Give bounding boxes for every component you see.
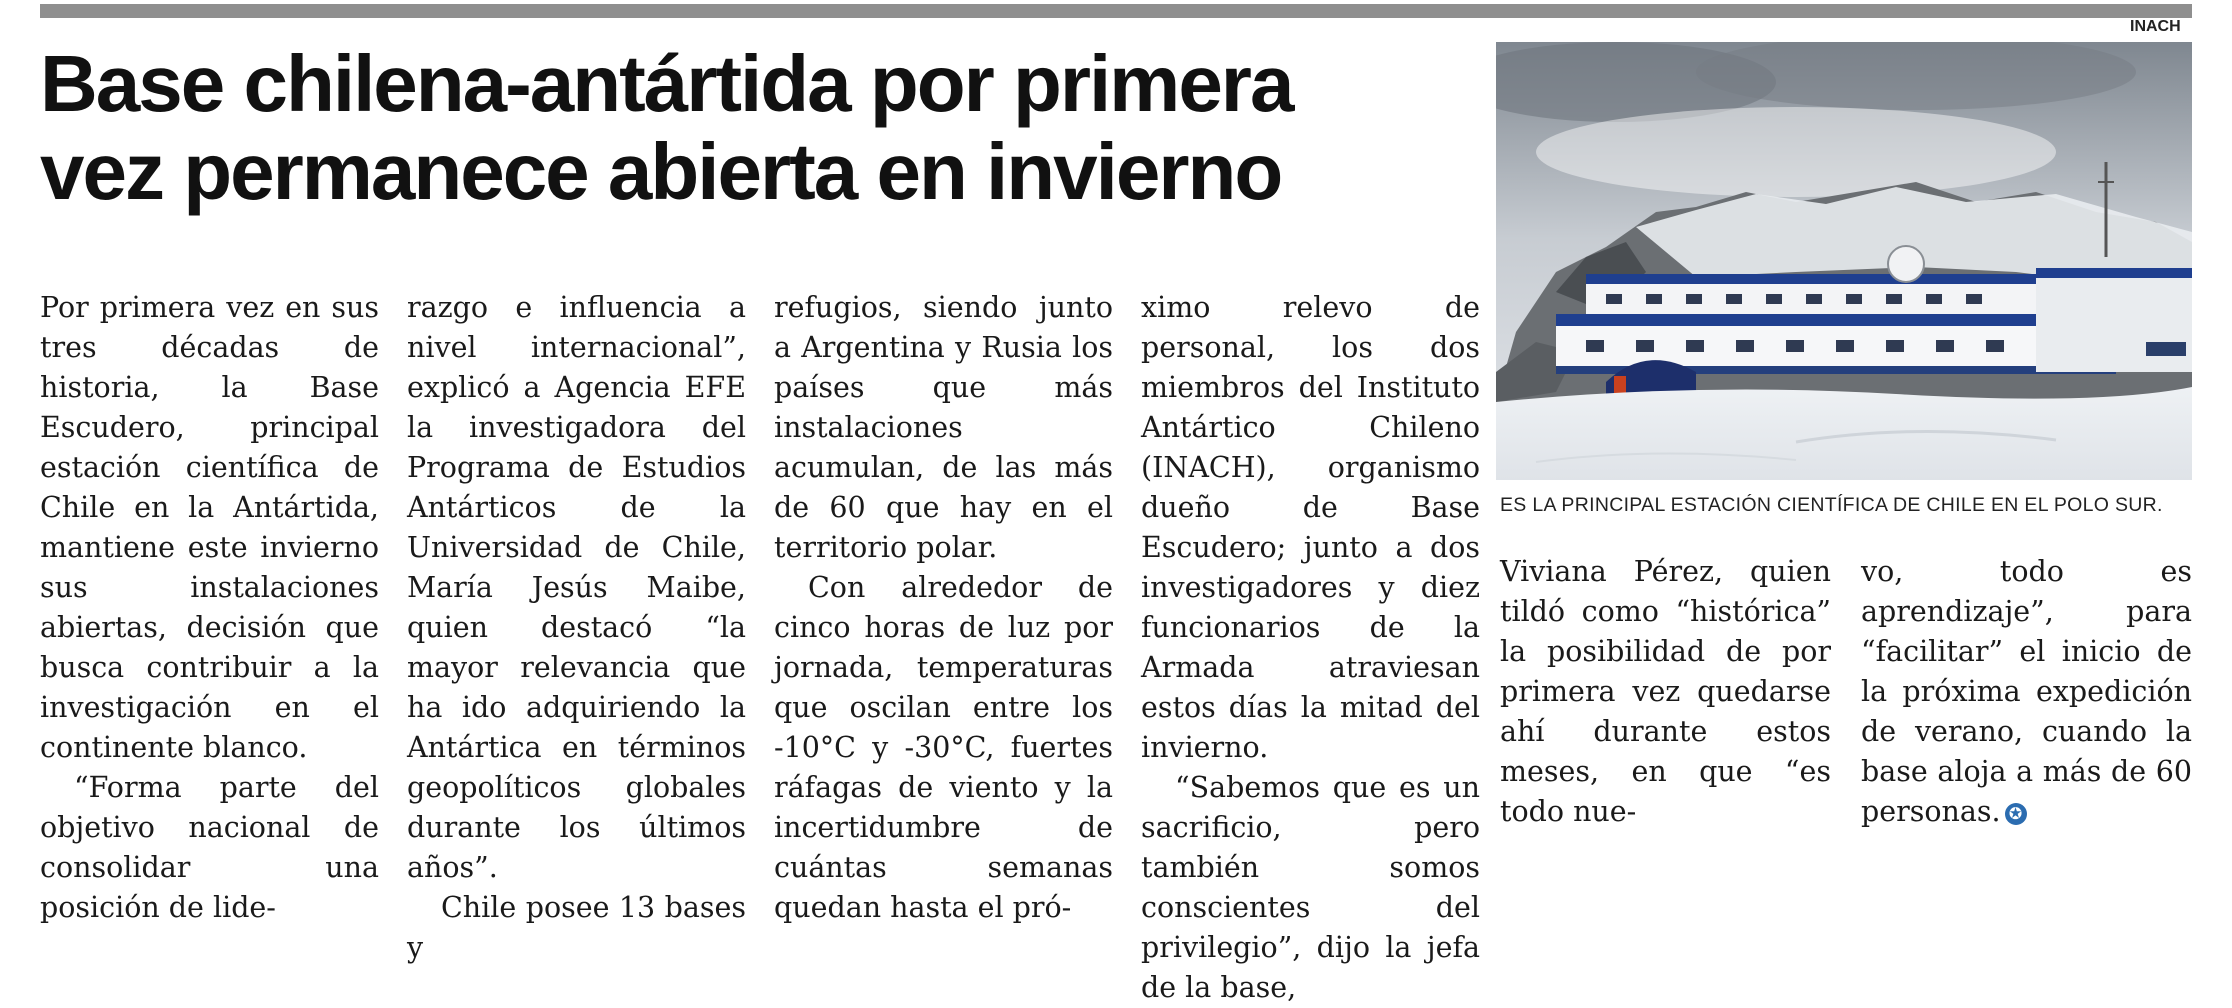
- paragraph: Viviana Pérez, quien tildó como “histórica” la posibilidad de por primera vez quedarse ahí durante estos meses, en que “es todo nue-: [1500, 555, 1831, 828]
- photo-credit: INACH: [2130, 18, 2181, 35]
- paragraph: [1861, 552, 2192, 832]
- column-3: [774, 288, 1113, 924]
- column-1: [40, 288, 379, 924]
- column-5: [1500, 552, 1831, 828]
- paragraph: “Forma parte del objetivo nacional de consolidar una posición de lide-: [40, 771, 379, 924]
- paragraph: ximo relevo de personal, los dos miembros del Instituto Antártico Chileno (INACH), organismo dueño de Base Escudero; junto a dos investigadores y diez funcionarios de la Armada atraviesan estos días la mitad del invierno.: [1141, 291, 1480, 764]
- paragraph: Chile posee 13 bases y: [407, 891, 746, 964]
- paragraph-text: vo, todo es aprendizaje”, para “facilitar” el inicio de la próxima expedición de verano, cuando la base aloja a más de 60 personas.: [1861, 555, 2192, 828]
- star-icon: ✪: [2005, 803, 2027, 825]
- paragraph: refugios, siendo junto a Argentina y Rusia los países que más instalaciones acumulan, de las más de 60 que hay en el territorio polar.: [774, 291, 1113, 564]
- paragraph: razgo e influencia a nivel internacional”, explicó a Agencia EFE la investigadora del Programa de Estudios Antárticos de la Universidad de Chile, María Jesús Maibe, quien destacó “la mayor relevancia que ha ido adquiriendo la Antártica en términos geopolíticos globales durante los últimos años”.: [407, 291, 746, 884]
- top-rule: [40, 4, 2192, 18]
- paragraph: Por primera vez en sus tres décadas de historia, la Base Escudero, principal estación científica de Chile en la Antártida, mantiene este invierno sus instalaciones abiertas, decisión que busca contribuir a la investigación en el continente blanco.: [40, 291, 379, 764]
- column-4: [1141, 288, 1480, 1004]
- column-6: [1861, 552, 2192, 828]
- headline: [40, 40, 1480, 216]
- headline-line-1: Base chilena-antártida por primera: [40, 39, 1293, 128]
- photo-caption: ES LA PRINCIPAL ESTACIÓN CIENTÍFICA DE CHILE EN EL POLO SUR.: [1500, 494, 2163, 516]
- article-continuation: [1500, 552, 2192, 828]
- paragraph: Con alrededor de cinco horas de luz por jornada, temperaturas que oscilan entre los -10°C y -30°C, fuertes ráfagas de viento y la incertidumbre de cuántas semanas quedan hasta el pró-: [774, 571, 1113, 924]
- column-2: [407, 288, 746, 964]
- article-body: [40, 288, 1480, 1004]
- paragraph: “Sabemos que es un sacrificio, pero también somos conscientes del privilegio”, dijo la jefa de la base,: [1141, 771, 1480, 1004]
- headline-line-2: vez permanece abierta en invierno: [40, 127, 1282, 216]
- antarctic-base-photo: [1496, 42, 2192, 480]
